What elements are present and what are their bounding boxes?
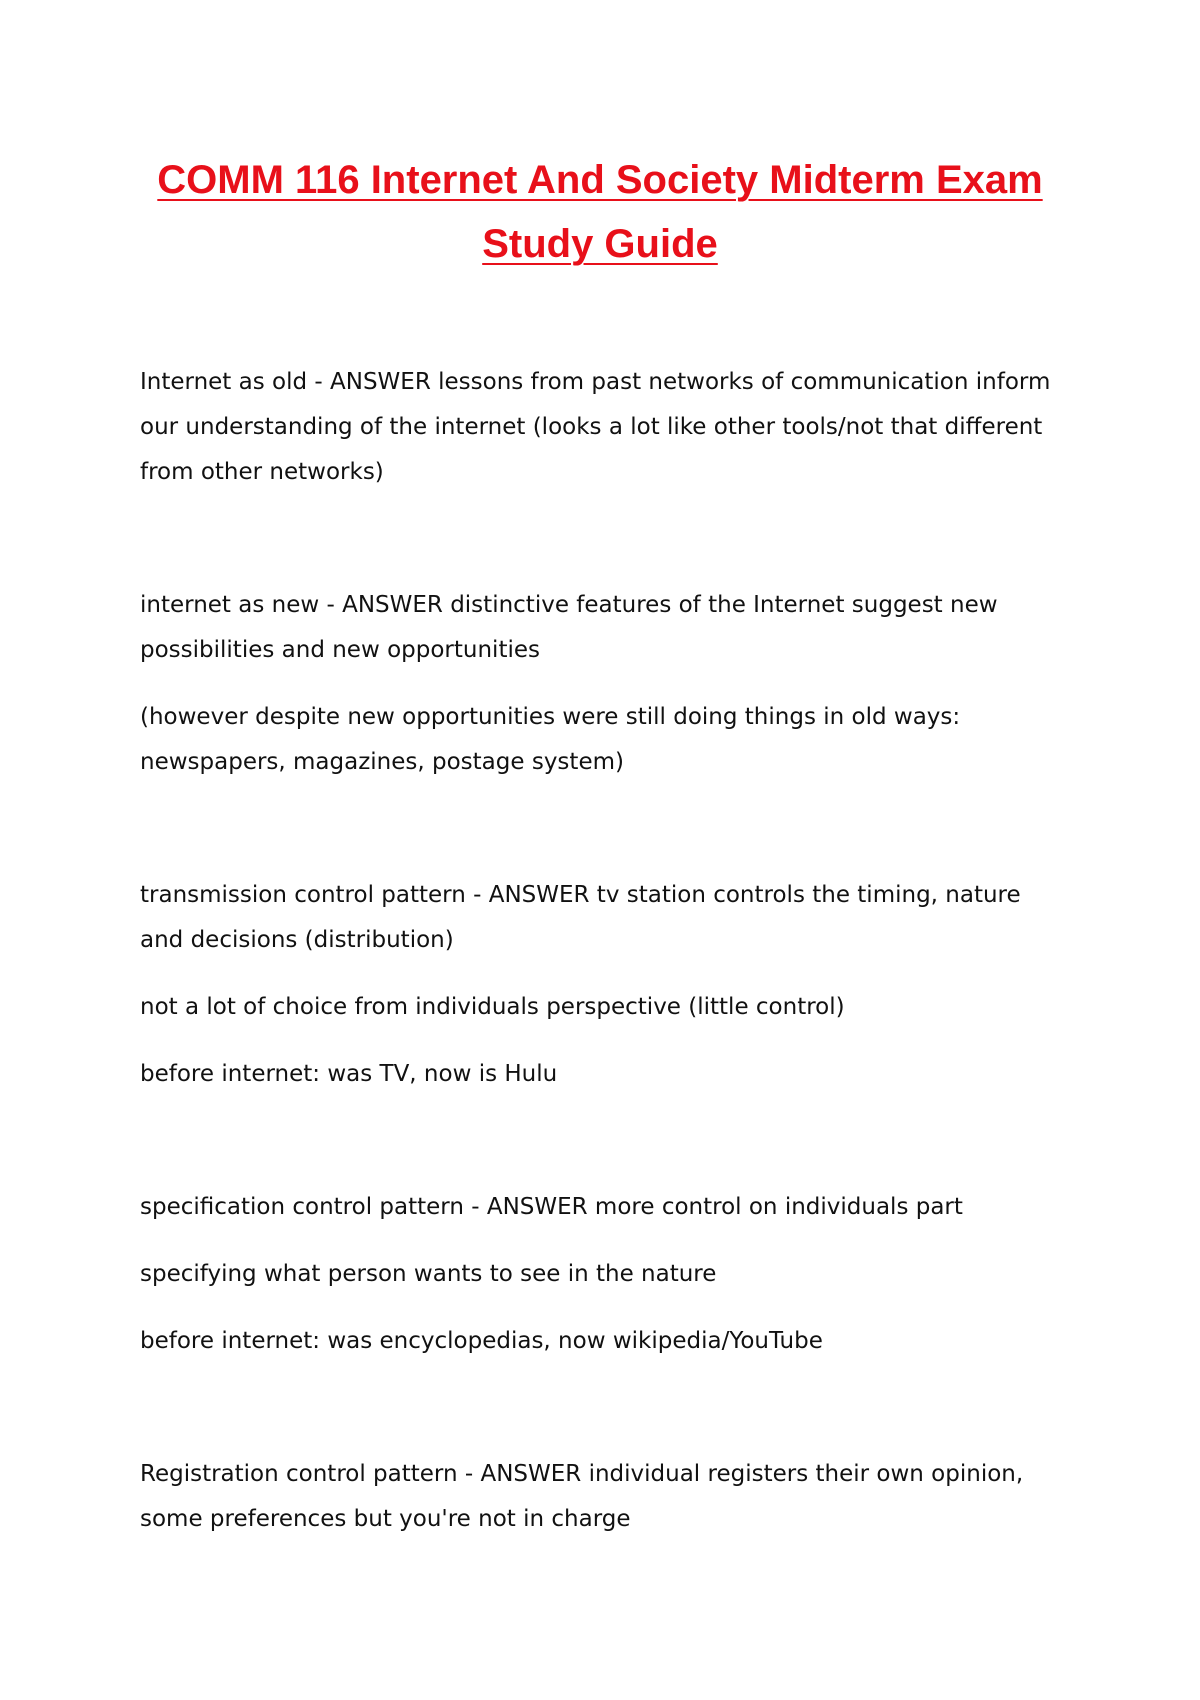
title-line-2: Study Guide [482,222,718,266]
qa-entry [140,583,1070,785]
document-body [140,360,1070,1542]
qa-entry [140,360,1070,495]
qa-entry [140,873,1070,1097]
qa-paragraph: before internet: was encyclopedias, now wikipedia/YouTube [140,1328,823,1354]
qa-paragraph: Internet as old - ANSWER lessons from past networks of communication inform our understanding of the internet (looks a lot like other tools/not that different from other networks) [140,369,1051,485]
document-title [0,148,1200,276]
qa-paragraph: not a lot of choice from individuals perspective (little control) [140,994,845,1020]
qa-paragraph: specifying what person wants to see in the nature [140,1261,717,1287]
title-line-1: COMM 116 Internet And Society Midterm Exam [157,158,1043,202]
qa-paragraph: transmission control pattern - ANSWER tv station controls the timing, nature and decisions (distribution) [140,882,1021,953]
qa-entry [140,1452,1070,1542]
qa-paragraph: before internet: was TV, now is Hulu [140,1061,558,1087]
qa-entry [140,1185,1070,1364]
qa-paragraph: internet as new - ANSWER distinctive features of the Internet suggest new possibilities and new opportunities [140,592,998,663]
qa-paragraph: specification control pattern - ANSWER more control on individuals part [140,1194,963,1220]
qa-paragraph: Registration control pattern - ANSWER individual registers their own opinion, some preferences but you're not in charge [140,1461,1024,1532]
qa-paragraph: (however despite new opportunities were still doing things in old ways: newspapers, magazines, postage system) [140,704,961,775]
